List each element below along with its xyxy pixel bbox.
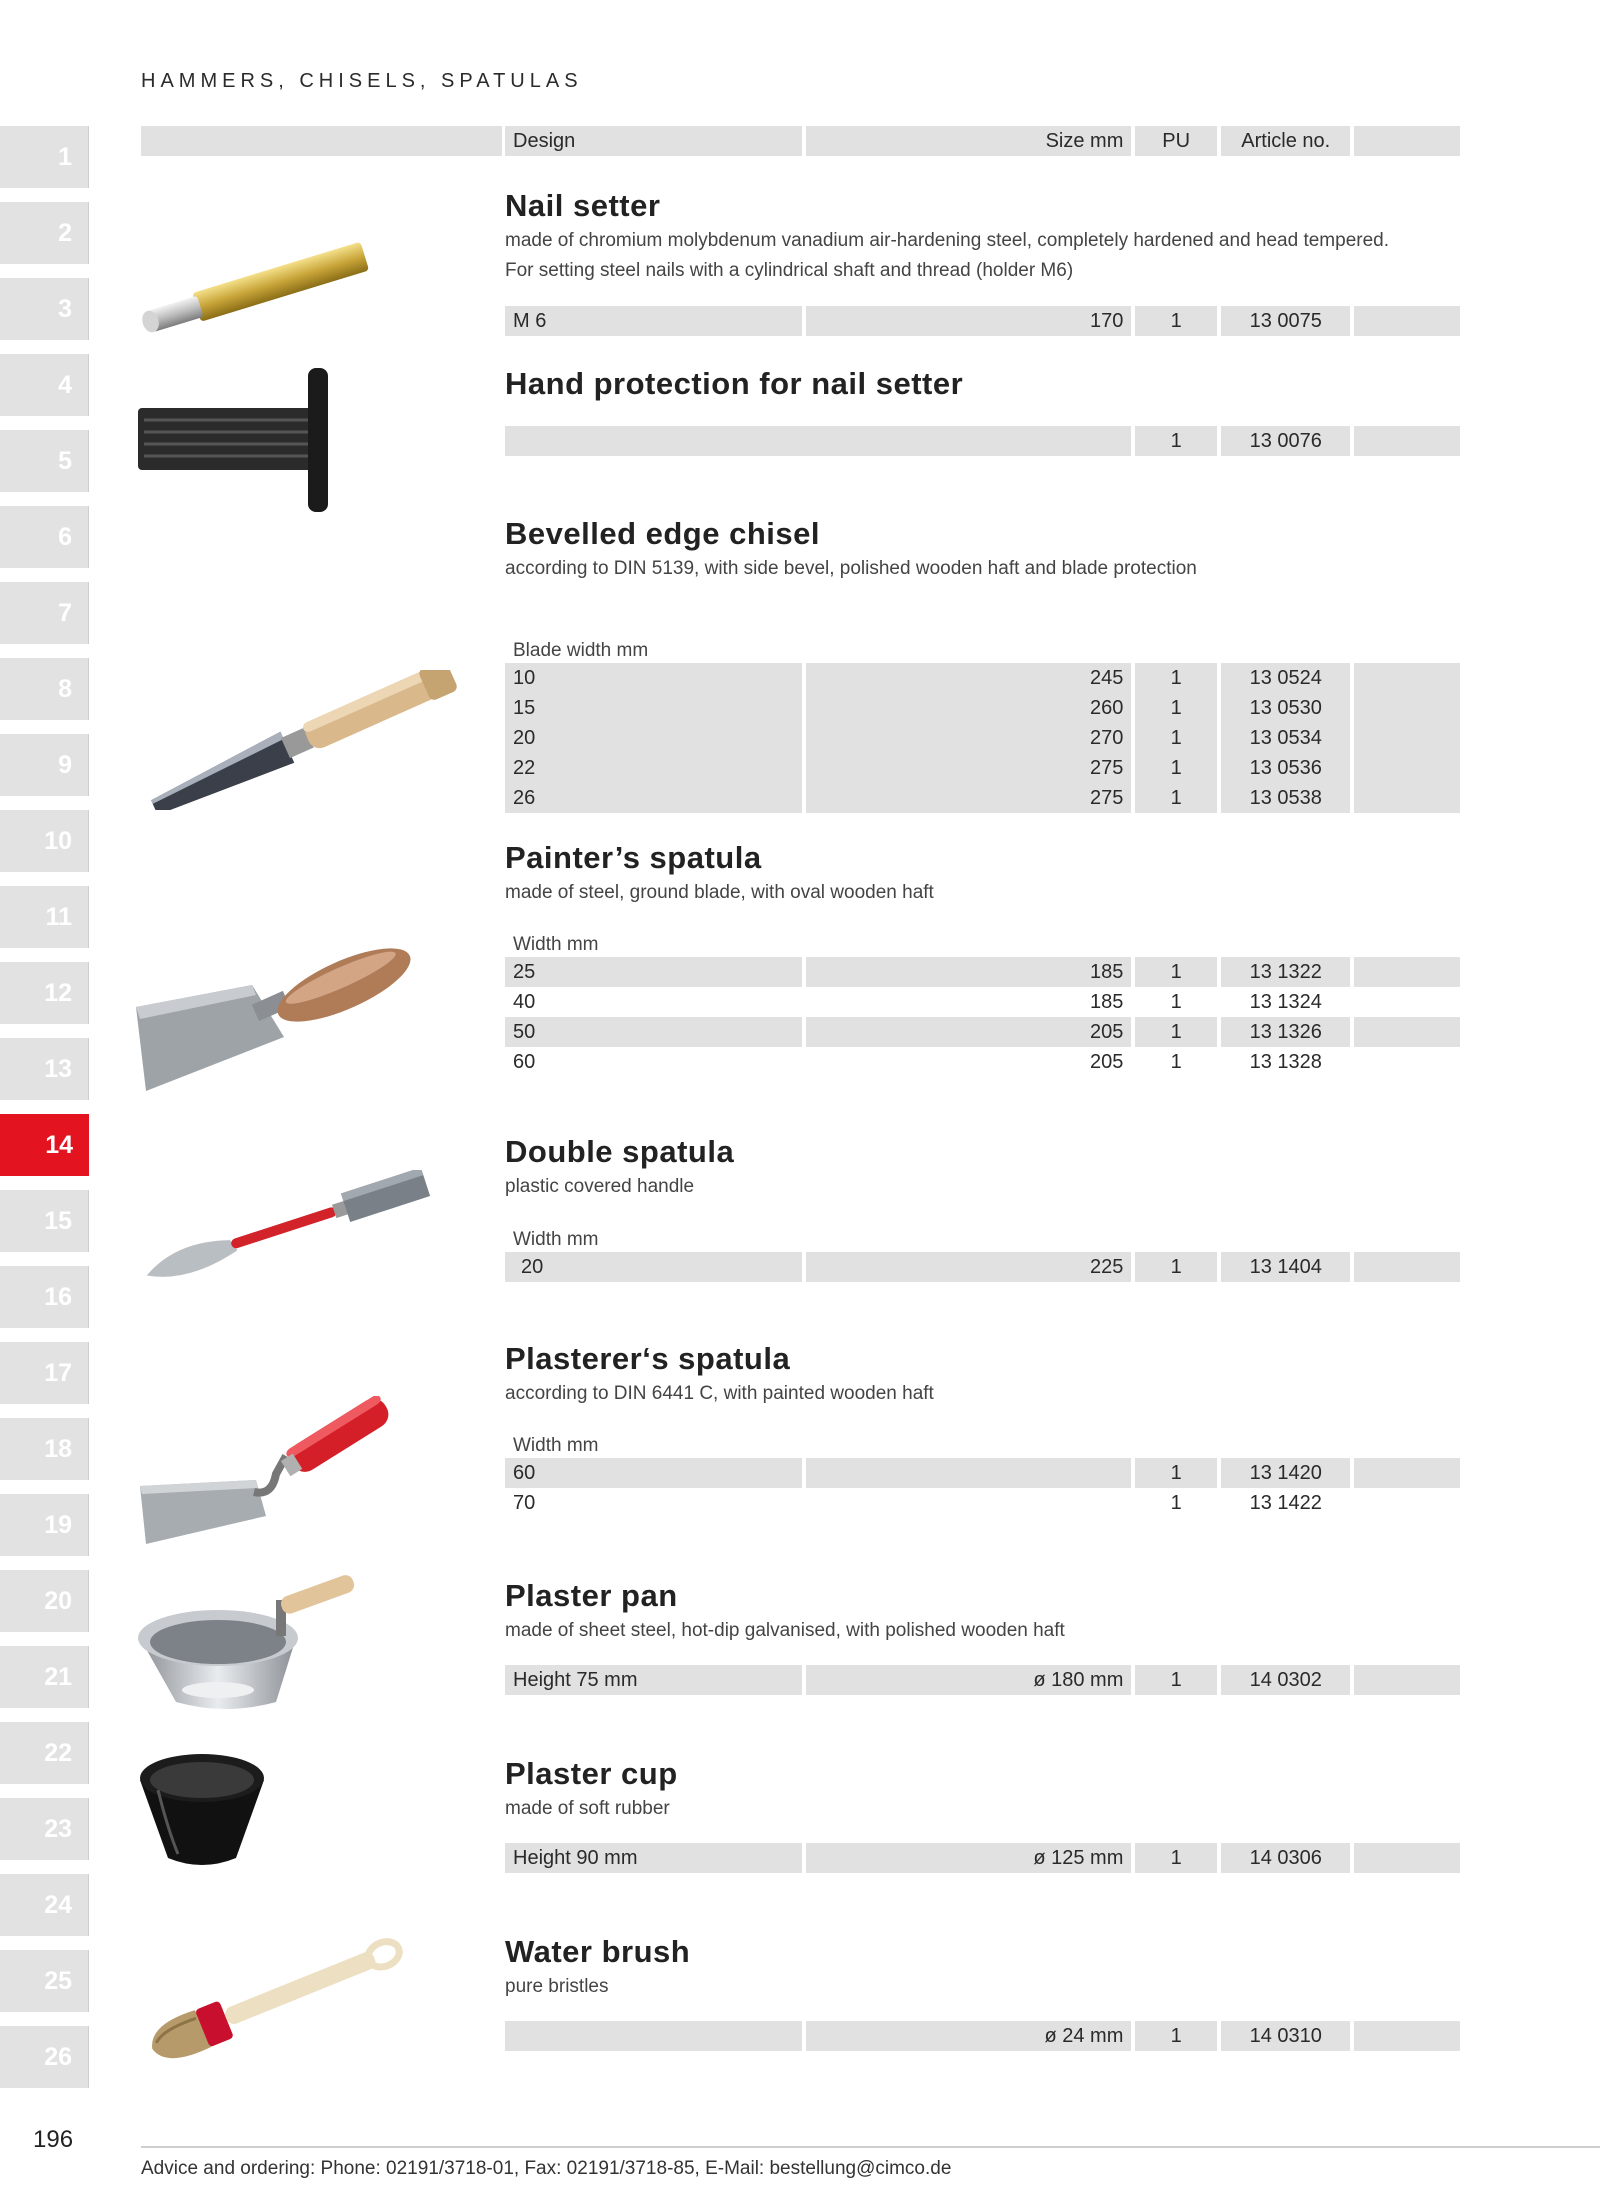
cell-article: 13 1422 — [1249, 1492, 1322, 1514]
cell-design: 20 — [505, 723, 802, 753]
chapter-tab[interactable]: 11 — [0, 886, 89, 948]
product-title: Bevelled edge chisel — [505, 516, 820, 551]
cell-pu: 1 — [1135, 1665, 1217, 1695]
cell-design: 25 — [505, 957, 802, 987]
size-subheading: Width mm — [513, 934, 599, 955]
chapter-tab[interactable]: 22 — [0, 1722, 89, 1784]
cell-pu: 1 — [1135, 663, 1217, 693]
cell-pu: 1 — [1135, 783, 1217, 813]
chapter-tab[interactable]: 12 — [0, 962, 89, 1024]
cell-article: 13 0530 — [1221, 693, 1350, 723]
cell-pu: 1 — [1135, 306, 1217, 336]
cell-blank — [1354, 1665, 1460, 1695]
chapter-tab[interactable]: 9 — [0, 734, 89, 796]
cell-article: 13 1420 — [1221, 1458, 1350, 1488]
product-description: made of soft rubber — [505, 1798, 670, 1819]
table-row[interactable] — [505, 2021, 1460, 2051]
cell-article: 14 0310 — [1221, 2021, 1350, 2051]
cell-pu: 1 — [1170, 1492, 1182, 1514]
product-description: plastic covered handle — [505, 1176, 695, 1197]
cell-pu: 1 — [1135, 753, 1217, 783]
table-row[interactable] — [505, 693, 1460, 723]
product-description: pure bristles — [505, 1976, 609, 1997]
size-subheading: Width mm — [513, 1435, 599, 1456]
product-title: Nail setter — [505, 188, 661, 223]
table-row[interactable] — [505, 987, 1460, 1017]
cell-size: 170 — [806, 306, 1132, 336]
table-row[interactable] — [505, 1843, 1460, 1873]
chapter-tab[interactable]: 16 — [0, 1266, 89, 1328]
cell-pu: 1 — [1135, 1017, 1217, 1047]
cell-design: 15 — [505, 693, 802, 723]
cell-design: Height 90 mm — [505, 1843, 802, 1873]
cell-size: ø 125 mm — [806, 1843, 1132, 1873]
double-spatula-image — [136, 1170, 436, 1280]
table-row[interactable] — [505, 957, 1460, 987]
product-description: For setting steel nails with a cylindrical shaft and thread (holder M6) — [505, 260, 1074, 281]
page-number: 196 — [33, 2126, 74, 2153]
cell-size — [806, 1488, 1132, 1518]
table-row[interactable] — [505, 753, 1460, 783]
cell-blank — [1354, 693, 1460, 723]
cell-blank — [1354, 1458, 1460, 1488]
table-row[interactable] — [505, 1047, 1460, 1077]
chapter-tab[interactable]: 19 — [0, 1494, 89, 1556]
chapter-tab[interactable]: 1 — [0, 126, 89, 188]
cell-article: 13 1328 — [1249, 1051, 1322, 1073]
cell-pu: 1 — [1135, 1252, 1217, 1282]
column-header-row — [505, 126, 1460, 156]
column-article: Article no. — [1221, 126, 1350, 156]
cell-article: 13 0524 — [1221, 663, 1350, 693]
product-title: Plaster pan — [505, 1578, 678, 1613]
table-row[interactable] — [505, 1017, 1460, 1047]
cell-design — [505, 2021, 802, 2051]
chapter-tab[interactable]: 23 — [0, 1798, 89, 1860]
header-bar-left — [141, 126, 502, 156]
cell-size: 275 — [806, 783, 1132, 813]
cell-size: 275 — [806, 753, 1132, 783]
cell-size: ø 24 mm — [806, 2021, 1132, 2051]
footer-divider — [141, 2146, 1600, 2148]
product-title: Hand protection for nail setter — [505, 366, 964, 401]
cell-size: 245 — [806, 663, 1132, 693]
cell-pu: 1 — [1135, 957, 1217, 987]
cell-pu: 1 — [1135, 2021, 1217, 2051]
chapter-tab[interactable]: 10 — [0, 810, 89, 872]
cell-pu: 1 — [1135, 693, 1217, 723]
cell-pu: 1 — [1135, 723, 1217, 753]
table-row[interactable] — [505, 1458, 1460, 1488]
chapter-tab[interactable]: 6 — [0, 506, 89, 568]
cell-blank — [1354, 426, 1460, 456]
column-pu: PU — [1135, 126, 1217, 156]
section-header: HAMMERS, CHISELS, SPATULAS — [141, 70, 583, 92]
product-description: made of chromium molybdenum vanadium air-hardening steel, completely hardened and head tempered. — [505, 230, 1390, 251]
chapter-tab[interactable]: 2 — [0, 202, 89, 264]
plaster-pan-image — [136, 1566, 356, 1716]
cell-pu: 1 — [1170, 1051, 1182, 1073]
cell-design: 40 — [513, 991, 536, 1013]
cell-blank — [1354, 2021, 1460, 2051]
cell-design: 50 — [505, 1017, 802, 1047]
cell-article: 14 0306 — [1221, 1843, 1350, 1873]
column-blank — [1354, 126, 1460, 156]
chapter-tab[interactable]: 18 — [0, 1418, 89, 1480]
cell-design: 60 — [513, 1051, 536, 1073]
cell-blank — [1354, 783, 1460, 813]
hand-protection-image — [138, 364, 328, 516]
chapter-tab[interactable]: 25 — [0, 1950, 89, 2012]
size-subheading: Blade width mm — [513, 640, 649, 661]
plaster-cup-image — [138, 1750, 268, 1872]
cell-blank — [1354, 723, 1460, 753]
cell-size: 270 — [806, 723, 1132, 753]
cell-pu: 1 — [1135, 1458, 1217, 1488]
cell-blank — [1354, 1488, 1460, 1518]
plasterers-spatula-image — [136, 1396, 396, 1546]
chapter-tab[interactable]: 3 — [0, 278, 89, 340]
size-subheading: Width mm — [513, 1229, 599, 1250]
cell-blank — [1354, 987, 1460, 1017]
table-row[interactable] — [505, 1665, 1460, 1695]
cell-article: 14 0302 — [1221, 1665, 1350, 1695]
cell-article: 13 1404 — [1221, 1252, 1350, 1282]
chapter-tab[interactable]: 24 — [0, 1874, 89, 1936]
cell-blank — [505, 426, 1131, 456]
cell-design: Height 75 mm — [505, 1665, 802, 1695]
table-row[interactable] — [505, 1488, 1460, 1518]
product-title: Painter’s spatula — [505, 840, 762, 875]
cell-pu: 1 — [1135, 426, 1217, 456]
cell-article: 13 0075 — [1221, 306, 1350, 336]
cell-blank — [1354, 306, 1460, 336]
table-row[interactable] — [505, 663, 1460, 693]
product-description: made of steel, ground blade, with oval wooden haft — [505, 882, 934, 903]
product-title: Double spatula — [505, 1134, 735, 1169]
cell-design: 10 — [505, 663, 802, 693]
chapter-tab[interactable]: 26 — [0, 2026, 89, 2088]
table-row[interactable] — [505, 306, 1460, 336]
table-row[interactable] — [505, 723, 1460, 753]
chapter-tab[interactable]: 7 — [0, 582, 89, 644]
chapter-tab[interactable]: 13 — [0, 1038, 89, 1100]
cell-article: 13 1324 — [1249, 991, 1322, 1013]
cell-blank — [1354, 663, 1460, 693]
cell-size: 260 — [806, 693, 1132, 723]
cell-size: 225 — [806, 1252, 1132, 1282]
cell-article: 13 0076 — [1221, 426, 1350, 456]
chisel-image — [136, 670, 476, 810]
cell-article: 13 0534 — [1221, 723, 1350, 753]
cell-blank — [1354, 1047, 1460, 1077]
cell-article: 13 1326 — [1221, 1017, 1350, 1047]
footer-contact: Advice and ordering: Phone: 02191/3718-01, Fax: 02191/3718-85, E-Mail: bestellung@cimco.de — [141, 2158, 952, 2179]
product-title: Plaster cup — [505, 1756, 678, 1791]
cell-size — [806, 1458, 1132, 1488]
product-description: made of sheet steel, hot-dip galvanised, with polished wooden haft — [505, 1620, 1065, 1641]
product-title: Water brush — [505, 1934, 691, 1969]
cell-article: 13 1322 — [1221, 957, 1350, 987]
cell-blank — [1354, 1017, 1460, 1047]
cell-design: 26 — [505, 783, 802, 813]
cell-design: M 6 — [505, 306, 802, 336]
cell-article: 13 0538 — [1221, 783, 1350, 813]
chapter-tab[interactable]: 5 — [0, 430, 89, 492]
cell-size: 185 — [1090, 991, 1124, 1013]
table-row[interactable] — [505, 1252, 1460, 1282]
cell-pu: 1 — [1170, 991, 1182, 1013]
table-row[interactable] — [505, 426, 1460, 456]
cell-design: 60 — [505, 1458, 802, 1488]
cell-blank — [1354, 957, 1460, 987]
chapter-tab[interactable]: 15 — [0, 1190, 89, 1252]
nail-setter-image — [132, 242, 382, 337]
chapter-tab[interactable]: 17 — [0, 1342, 89, 1404]
chapter-tab[interactable]: 20 — [0, 1570, 89, 1632]
chapter-tab[interactable]: 8 — [0, 658, 89, 720]
cell-blank — [1354, 753, 1460, 783]
column-design: Design — [505, 126, 802, 156]
cell-blank — [1354, 1252, 1460, 1282]
cell-size: ø 180 mm — [806, 1665, 1132, 1695]
product-description: according to DIN 5139, with side bevel, polished wooden haft and blade protection — [505, 558, 1197, 579]
column-size: Size mm — [806, 126, 1132, 156]
product-description: according to DIN 6441 C, with painted wooden haft — [505, 1383, 934, 1404]
cell-size: 205 — [1090, 1051, 1124, 1073]
chapter-tab-active[interactable]: 14 — [0, 1114, 89, 1176]
table-row[interactable] — [505, 783, 1460, 813]
chapter-tab[interactable]: 4 — [0, 354, 89, 416]
water-brush-image — [138, 1936, 408, 2060]
cell-pu: 1 — [1135, 1843, 1217, 1873]
cell-size: 205 — [806, 1017, 1132, 1047]
product-title: Plasterer‘s spatula — [505, 1341, 791, 1376]
cell-size: 185 — [806, 957, 1132, 987]
cell-design: 20 — [505, 1252, 802, 1282]
painters-spatula-image — [134, 945, 424, 1095]
chapter-tab[interactable]: 21 — [0, 1646, 89, 1708]
cell-article: 13 0536 — [1221, 753, 1350, 783]
cell-design: 22 — [505, 753, 802, 783]
cell-design: 70 — [513, 1492, 536, 1514]
cell-blank — [1354, 1843, 1460, 1873]
